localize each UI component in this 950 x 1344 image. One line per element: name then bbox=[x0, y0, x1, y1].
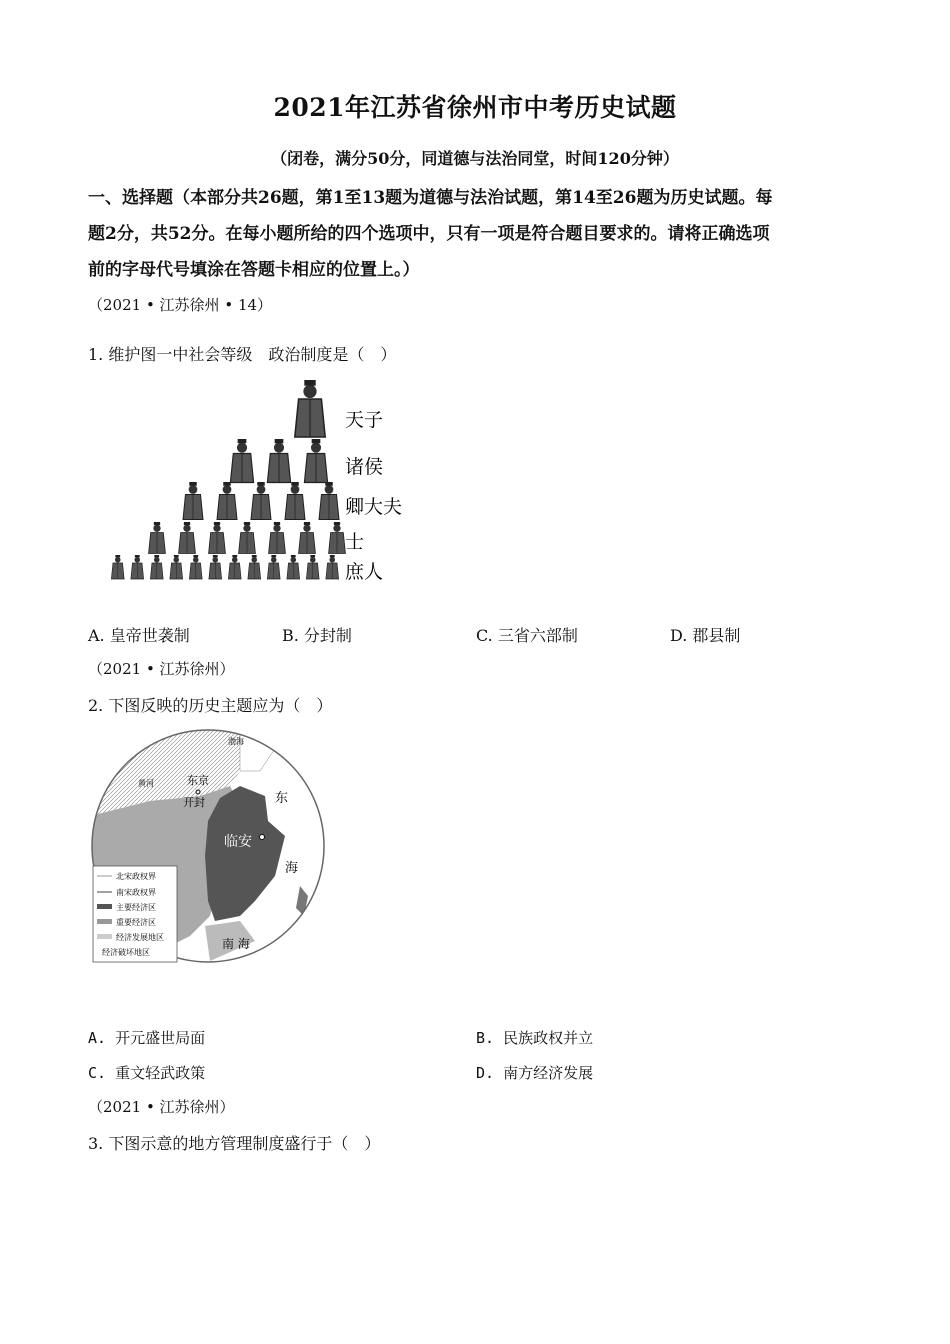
section-line: 前的字母代号填涂在答题卡相应的位置上。） bbox=[88, 260, 420, 280]
option-a[interactable]: A. 皇帝世袭制 bbox=[88, 626, 190, 645]
legend-item: 经济破坏地区 bbox=[102, 948, 150, 957]
question-source: （2021 • 江苏徐州） bbox=[88, 660, 235, 678]
person-figure-icon bbox=[295, 380, 325, 437]
option-a[interactable]: A. 开元盛世局面 bbox=[88, 1029, 206, 1047]
person-figure-icon bbox=[170, 555, 183, 579]
person-figure-icon bbox=[239, 522, 256, 554]
person-figure-icon bbox=[149, 522, 166, 554]
person-figure-icon bbox=[267, 439, 290, 483]
person-figure-icon bbox=[131, 555, 144, 579]
person-figure-icon bbox=[304, 439, 327, 483]
person-figure-icon bbox=[287, 555, 300, 579]
person-figure-icon bbox=[326, 555, 339, 579]
page-title: 2021年江苏省徐州市中考历史试题 bbox=[273, 93, 677, 122]
map-label: 南 海 bbox=[222, 937, 250, 951]
legend-item: 重要经济区 bbox=[116, 918, 156, 927]
legend-item: 北宋政权界 bbox=[116, 872, 156, 881]
person-figure-icon bbox=[251, 482, 271, 520]
question-stem: 2. 下图反映的历史主题应为（ ） bbox=[88, 696, 333, 715]
person-figure-icon bbox=[299, 522, 316, 554]
song-economy-map bbox=[90, 726, 330, 968]
map-label: 渤海 bbox=[228, 737, 244, 746]
person-figure-icon bbox=[217, 482, 237, 520]
person-figure-icon bbox=[209, 522, 226, 554]
question-stem: 3. 下图示意的地方管理制度盛行于（ ） bbox=[88, 1134, 381, 1153]
map-label: 东 bbox=[275, 791, 289, 806]
map-label: 黄河 bbox=[138, 779, 154, 788]
option-b[interactable]: B. 分封制 bbox=[282, 626, 352, 645]
rank-label: 士 bbox=[345, 531, 365, 553]
question-stem: 1. 维护图一中社会等级 政治制度是（ ） bbox=[88, 345, 397, 364]
question-source: （2021 • 江苏徐州） bbox=[88, 1098, 235, 1116]
map-label: 开封 bbox=[183, 796, 205, 809]
person-figure-icon bbox=[228, 555, 241, 579]
legend-item: 主要经济区 bbox=[116, 903, 156, 912]
person-figure-icon bbox=[329, 522, 346, 554]
person-figure-icon bbox=[269, 522, 286, 554]
legend-item: 南宋政权界 bbox=[116, 888, 156, 897]
person-figure-icon bbox=[111, 555, 124, 579]
map-label: 海 bbox=[285, 861, 299, 876]
person-figure-icon bbox=[319, 482, 339, 520]
person-figure-icon bbox=[183, 482, 203, 520]
person-figure-icon bbox=[248, 555, 261, 579]
person-figure-icon bbox=[150, 555, 163, 579]
person-figure-icon bbox=[306, 555, 319, 579]
map-legend bbox=[93, 866, 177, 962]
map-label: 东京 bbox=[187, 774, 209, 787]
person-figure-icon bbox=[230, 439, 253, 483]
question-source: （2021 • 江苏徐州 • 14） bbox=[88, 296, 273, 314]
option-d[interactable]: D. 南方经济发展 bbox=[476, 1064, 594, 1082]
section-instructions bbox=[88, 180, 868, 288]
option-c[interactable]: C. 三省六部制 bbox=[476, 626, 578, 645]
legend-item: 经济发展地区 bbox=[116, 933, 164, 942]
person-figure-icon bbox=[209, 555, 222, 579]
person-figure-icon bbox=[267, 555, 280, 579]
section-line: 题2分，共52分。在每小题所给的四个选项中，只有一项是符合题目要求的。请将正确选项 bbox=[88, 224, 770, 244]
option-d[interactable]: D. 郡县制 bbox=[670, 626, 741, 645]
map-label: 临安 bbox=[224, 834, 252, 850]
exam-info: （闭卷，满分50分，同道德与法治同堂，时间120分钟） bbox=[271, 149, 679, 168]
person-figure-icon bbox=[189, 555, 202, 579]
rank-label: 卿大夫 bbox=[345, 496, 403, 518]
section-line: 一、选择题（本部分共26题，第1至13题为道德与法治试题，第14至26题为历史试题。每 bbox=[88, 188, 773, 208]
person-figure-icon bbox=[179, 522, 196, 554]
hierarchy-pyramid-figure bbox=[95, 380, 435, 590]
rank-label: 庶人 bbox=[345, 561, 384, 583]
option-b[interactable]: B. 民族政权并立 bbox=[476, 1029, 594, 1047]
option-c[interactable]: C. 重文轻武政策 bbox=[88, 1064, 206, 1082]
rank-label: 天子 bbox=[345, 409, 384, 431]
person-figure-icon bbox=[285, 482, 305, 520]
rank-label: 诸侯 bbox=[345, 456, 384, 478]
